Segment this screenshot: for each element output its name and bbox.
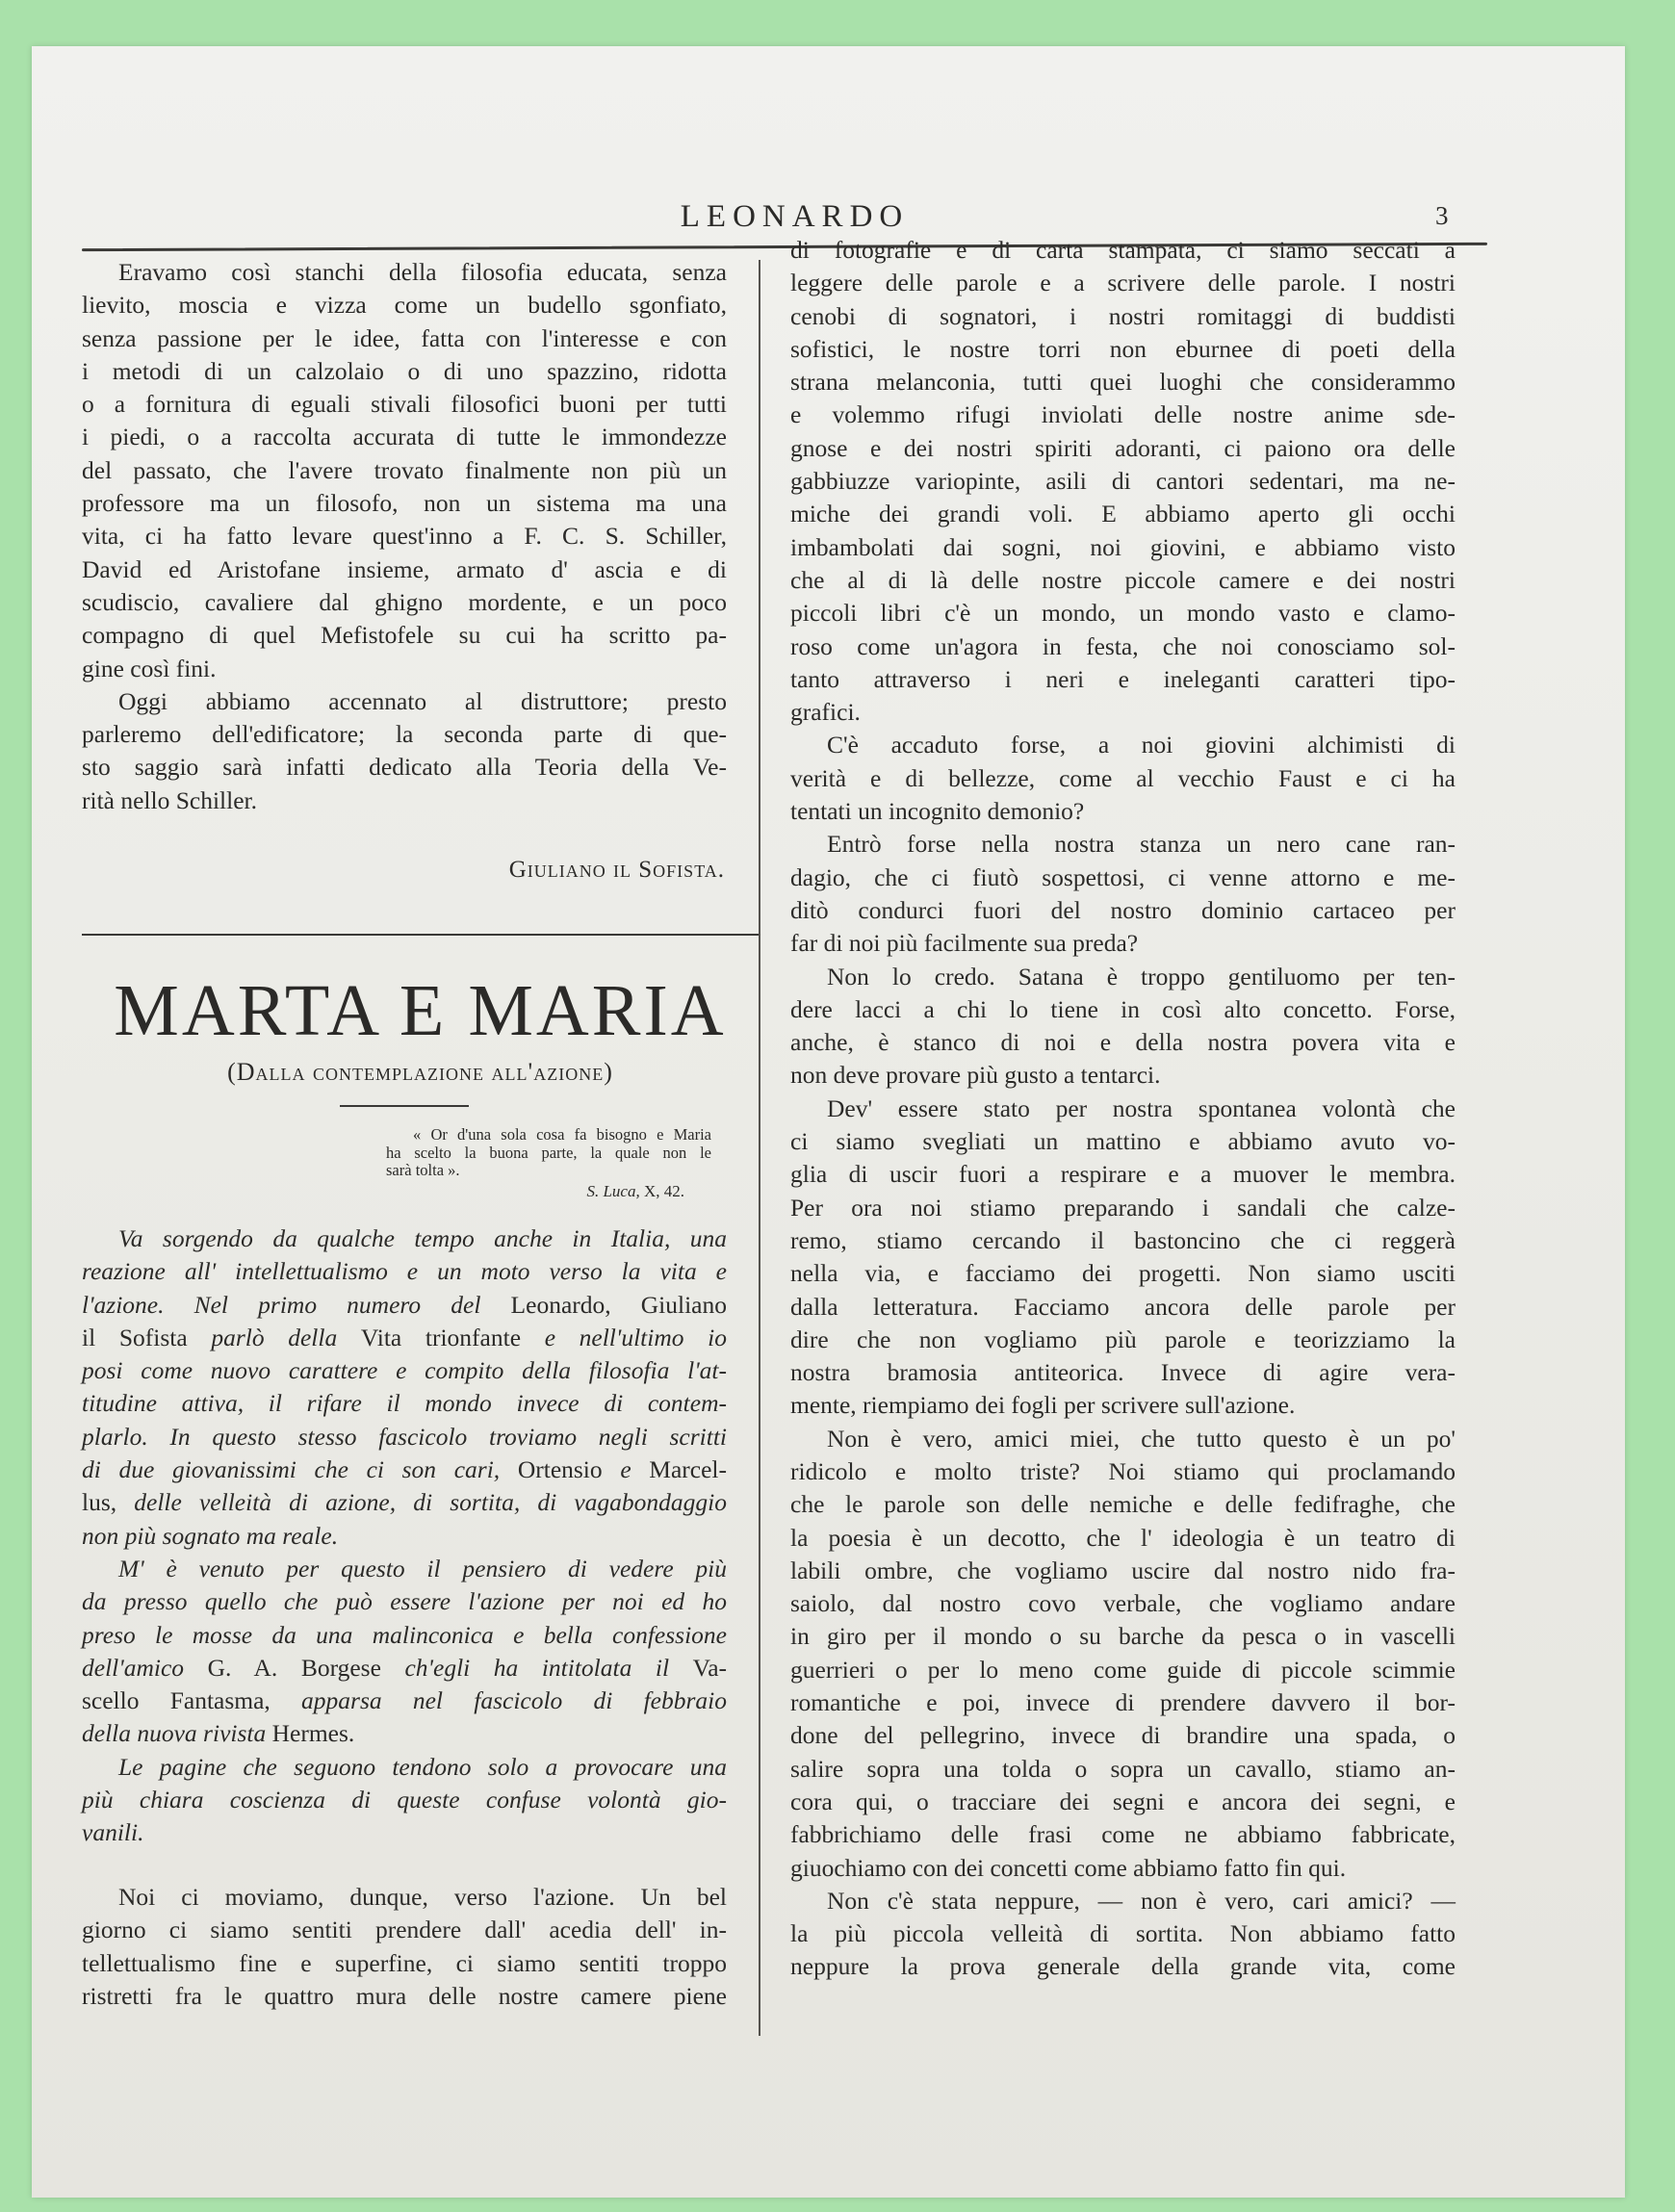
text-line: Dev' essere stato per nostra spontanea volontà che: [827, 1093, 1456, 1122]
italic-text: da presso quello che può essere l'azione per noi ed ho: [82, 1587, 727, 1616]
italic-text: parlò della: [211, 1323, 361, 1351]
italic-text: posi come nuovo carattere e compito della filosofia l'at-: [82, 1356, 727, 1385]
italic-text: l'azione. Nel primo numero del: [82, 1290, 511, 1319]
text-line: [82, 1453, 727, 1486]
roman-text: Marcel-: [649, 1455, 727, 1484]
text-line: [82, 1751, 727, 1784]
text-line: Non è vero, amici miei, che tutto questo è un po': [827, 1424, 1456, 1453]
article-body-right: [790, 234, 1456, 1984]
text-line: [82, 1652, 727, 1685]
text-line: cora qui, o tracciare dei segni e ancora dei segni, e: [790, 1787, 1456, 1815]
text-line: ridicolo e molto triste? Noi stiamo qui proclamando: [790, 1456, 1456, 1485]
intro-paragraph: [82, 1553, 727, 1751]
italic-text: M' è venuto per questo il pensiero di vedere più: [118, 1554, 727, 1582]
text-line: rità nello Schiller.: [82, 785, 257, 814]
text-line: e volemmo rifugi inviolati delle nostre anime sde-: [790, 400, 1456, 429]
text-line: labili ombre, che vogliamo uscire dal nostro nido fra-: [790, 1556, 1456, 1584]
text-line: ditò condurci fuori del nostro dominio cartaceo per: [790, 895, 1456, 924]
paragraph: [790, 961, 1456, 1093]
journal-page: [32, 46, 1625, 2198]
left-column-top-text: [82, 256, 727, 817]
text-line: [82, 1255, 727, 1288]
roman-text: lus,: [82, 1488, 135, 1517]
text-line: parleremo dell'edificatore; la seconda parte di que-: [82, 720, 727, 749]
text-line: anche, è stanco di noi e della nostra povera vita e: [790, 1028, 1456, 1057]
roman-text: Va-: [692, 1653, 728, 1682]
paragraph: [790, 1093, 1456, 1423]
text-line: piccoli libri c'è un mondo, un mondo vasto e clamo-: [790, 599, 1456, 628]
intro-paragraph: [82, 1222, 727, 1553]
text-line: nella via, e facciamo dei progetti. Non siamo usciti: [790, 1259, 1456, 1288]
text-line: David ed Aristofane insieme, armato d' ascia e di: [82, 554, 727, 583]
italic-text: vanili.: [82, 1818, 144, 1847]
text-line: gine così fini.: [82, 654, 217, 682]
text-line: che le parole son delle nemiche e delle fedifraghe, che: [790, 1490, 1456, 1519]
text-line: glia di uscir fuori a respirare e a muover le membra.: [790, 1160, 1456, 1189]
text-line: tentati un incognito demonio?: [790, 797, 1085, 826]
text-line: di fotografie e di carta stampata, ci siamo seccati a: [790, 236, 1456, 264]
text-line: [82, 1585, 727, 1618]
text-line: leggere delle parole e a scrivere delle parole. I nostri: [790, 269, 1456, 297]
text-line: sarà tolta ».: [386, 1161, 460, 1179]
running-header-title: LEONARDO: [680, 199, 910, 234]
text-line: ha scelto la buona parte, la quale non le: [386, 1143, 711, 1162]
text-line: Eravamo così stanchi della filosofia educata, senza: [118, 258, 727, 286]
text-line: [82, 1222, 727, 1255]
text-line: giorno ci siamo sentiti prendere dall' acedia dell' in-: [82, 1916, 727, 1944]
text-line: i piedi, o a raccolta accurata di tutte le immondezze: [82, 423, 727, 451]
text-line: roso come un'agora in festa, che noi conosciamo sol-: [790, 631, 1456, 660]
text-line: Non c'è stata neppure, — non è vero, cari amici? —: [827, 1886, 1456, 1915]
text-line: [82, 1354, 727, 1387]
text-line: imbambolati dai sogni, noi giovini, e abbiamo visto: [790, 532, 1456, 561]
italic-text: più chiara coscienza di queste confuse volontà gio-: [82, 1786, 727, 1814]
text-line: Entrò forse nella nostra stanza un nero cane ran-: [827, 830, 1456, 859]
roman-text: Leonardo, Giuliano: [510, 1290, 727, 1319]
text-line: la più piccola velleità di sortita. Non abbiamo fatto: [790, 1919, 1456, 1948]
text-line: lievito, moscia e vizza come un budello sgonfiato,: [82, 291, 727, 320]
italic-text: e: [620, 1455, 650, 1484]
italic-text: apparsa nel fascicolo di febbraio: [301, 1686, 728, 1715]
italic-text: ch'egli ha intitolata il: [404, 1653, 693, 1682]
text-line: fabbrichiamo delle frasi come ne abbiamo fabbricate,: [790, 1820, 1456, 1849]
roman-text: Vita trionfante: [360, 1323, 545, 1351]
text-line: ristretti fra le quattro mura delle nostre camere piene: [82, 1981, 727, 2010]
text-line: C'è accaduto forse, a noi giovini alchimisti di: [827, 731, 1456, 759]
text-line: la poesia è un decotto, che l' ideologia è un teatro di: [790, 1523, 1456, 1552]
text-line: [82, 1619, 727, 1652]
italic-text: delle velleità di azione, di sortita, di vagabondaggio: [134, 1488, 727, 1517]
paragraph: [82, 256, 727, 685]
text-line: che al di là delle nostre piccole camere e dei nostri: [790, 565, 1456, 594]
page-number: 3: [1435, 201, 1449, 230]
text-line: [82, 1289, 727, 1322]
roman-text: scello Fantasma,: [82, 1686, 302, 1715]
text-line: salire sopra una tolda o sopra un cavallo, stiamo an-: [790, 1754, 1456, 1783]
text-line: dalla letteratura. Facciamo ancora delle parole per: [790, 1292, 1456, 1321]
italic-text: e nell'ultimo io: [544, 1323, 728, 1351]
italic-text: titudine attiva, il rifare il mondo invece di contem-: [82, 1389, 727, 1418]
text-line: [82, 1784, 727, 1816]
article-introduction: [82, 1222, 727, 1850]
text-line: i metodi di un calzolaio o di uno spazzino, ridotta: [82, 356, 727, 385]
intro-paragraph: [82, 1751, 727, 1850]
text-line: compagno di quel Mefistofele su cui ha scritto pa-: [82, 621, 727, 650]
text-line: gabbiuzze variopinte, asili di cantori sedentari, ma ne-: [790, 467, 1456, 496]
text-line: « Or d'una sola cosa fa bisogno e Maria: [413, 1125, 711, 1144]
author-signature: Giuliano il Sofista.: [508, 857, 725, 883]
text-line: far di noi più facilmente sua preda?: [790, 929, 1139, 958]
roman-text: Ortensio: [517, 1455, 621, 1484]
italic-text: dell'amico: [82, 1653, 208, 1682]
text-line: vita, ci ha fatto levare quest'inno a F. C. S. Schiller,: [82, 522, 727, 551]
paragraph: [790, 729, 1456, 828]
text-line: tanto attraverso i neri e ineleganti caratteri tipo-: [790, 664, 1456, 693]
text-line: gnose e dei nostri spiriti adoranti, ci paiono ora delle: [790, 433, 1456, 462]
roman-text: il Sofista: [82, 1323, 212, 1351]
text-line: del passato, che l'avere trovato finalmente non più un: [82, 455, 727, 484]
article-title: MARTA E MARIA: [114, 970, 727, 1051]
text-line: remo, stiamo cercando il bastoncino che ci reggerà: [790, 1225, 1456, 1254]
text-line: [82, 1486, 727, 1519]
article-subtitle: (Dalla contemplazione all'azione): [227, 1058, 613, 1086]
text-line: in giro per il mondo o su barche da pesca o in vascelli: [790, 1622, 1456, 1651]
text-line: [82, 1421, 727, 1453]
text-line: [82, 1816, 727, 1849]
text-line: sofistici, le nostre torri non eburnee di poeti della: [790, 334, 1456, 363]
epigraph-citation: [386, 1182, 684, 1201]
text-line: neppure la prova generale della grande vita, come: [790, 1952, 1456, 1981]
italic-text: reazione all' intellettualismo e un moto verso la vita e: [82, 1257, 727, 1286]
text-line: ci siamo svegliati un mattino e abbiamo avuto vo-: [790, 1127, 1456, 1156]
column-divider: [759, 260, 760, 2036]
roman-text: Hermes.: [271, 1719, 355, 1748]
text-line: dire che non vogliamo più parole e teorizziamo la: [790, 1325, 1456, 1353]
paragraph: [790, 234, 1456, 729]
text-line: saiolo, dal nostro covo verbale, che vogliamo andare: [790, 1589, 1456, 1618]
title-short-rule: [340, 1105, 469, 1107]
text-line: [82, 1685, 727, 1717]
text-line: grafici.: [790, 698, 861, 727]
text-line: dere lacci a chi lo tiene in così alto concetto. Forse,: [790, 994, 1456, 1023]
text-line: non deve provare più gusto a tentarci.: [790, 1061, 1161, 1090]
text-line: [82, 1322, 727, 1354]
text-line: dagio, che ci fiutò sospettosi, ci venne attorno e me-: [790, 862, 1456, 891]
text-line: strana melanconia, tutti quei luoghi che considerammo: [790, 368, 1456, 397]
italic-text: di due giovanissimi che ci son cari,: [82, 1455, 518, 1484]
italic-text: plarlo. In questo stesso fascicolo troviamo negli scritti: [82, 1422, 727, 1451]
text-line: guerrieri o per lo meno come guide di piccole scimmie: [790, 1655, 1456, 1684]
paragraph: [790, 1423, 1456, 1885]
text-line: o a fornitura di eguali stivali filosofici buoni per tutti: [82, 390, 727, 419]
text-line: Oggi abbiamo accennato al distruttore; presto: [118, 686, 727, 715]
text-line: romantiche e poi, invece di prendere davvero il bor-: [790, 1688, 1456, 1717]
italic-text: preso le mosse da una malinconica e bella confessione: [82, 1620, 727, 1649]
text-line: tellettualismo fine e superfine, ci siamo sentiti troppo: [82, 1948, 727, 1977]
text-line: Per ora noi stiamo preparando i sandali che calze-: [790, 1193, 1456, 1222]
text-line: giuochiamo con dei concetti come abbiamo fatto fin qui.: [790, 1853, 1347, 1882]
text-line: Noi ci moviamo, dunque, verso l'azione. Un bel: [118, 1883, 727, 1911]
italic-text: della nuova rivista: [82, 1719, 272, 1748]
citation-ref: X, 42.: [639, 1182, 684, 1200]
text-line: verità e di bellezze, come al vecchio Faust e ci ha: [790, 763, 1456, 792]
article-separator-rule: [82, 934, 759, 936]
text-line: senza passione per le idee, fatta con l'interesse e con: [82, 323, 727, 352]
paragraph: [790, 1885, 1456, 1984]
text-line: mente, riempiamo dei fogli per scrivere sull'azione.: [790, 1391, 1296, 1420]
paragraph: [82, 685, 727, 817]
text-line: cenobi di sognatori, i nostri romitaggi di buddisti: [790, 301, 1456, 330]
italic-text: non più sognato ma reale.: [82, 1521, 339, 1550]
text-line: [82, 1387, 727, 1420]
text-line: nostra bramosia antiteorica. Invece di agire vera-: [790, 1358, 1456, 1387]
text-line: Non lo credo. Satana è troppo gentiluomo per ten-: [827, 962, 1456, 990]
text-line: miche dei grandi voli. E abbiamo aperto gli occhi: [790, 500, 1456, 528]
text-line: sto saggio sarà infatti dedicato alla Teoria della Ve-: [82, 753, 727, 782]
text-line: [82, 1520, 727, 1553]
paragraph: [790, 828, 1456, 960]
roman-text: G. A. Borgese: [207, 1653, 405, 1682]
italic-text: Va sorgendo da qualche tempo anche in Italia, una: [118, 1224, 727, 1252]
text-line: scudiscio, cavaliere dal ghigno mordente, e un poco: [82, 587, 727, 616]
epigraph: [386, 1126, 711, 1180]
text-line: [82, 1553, 727, 1585]
text-line: professore ma un filosofo, non un sistema ma una: [82, 489, 727, 518]
citation-book: S. Luca,: [586, 1182, 640, 1200]
text-line: [82, 1717, 727, 1750]
article-body-left: [82, 1881, 727, 2013]
italic-text: Le pagine che seguono tendono solo a provocare una: [118, 1752, 727, 1781]
text-line: done del pellegrino, invece di brandire una spada, o: [790, 1721, 1456, 1750]
